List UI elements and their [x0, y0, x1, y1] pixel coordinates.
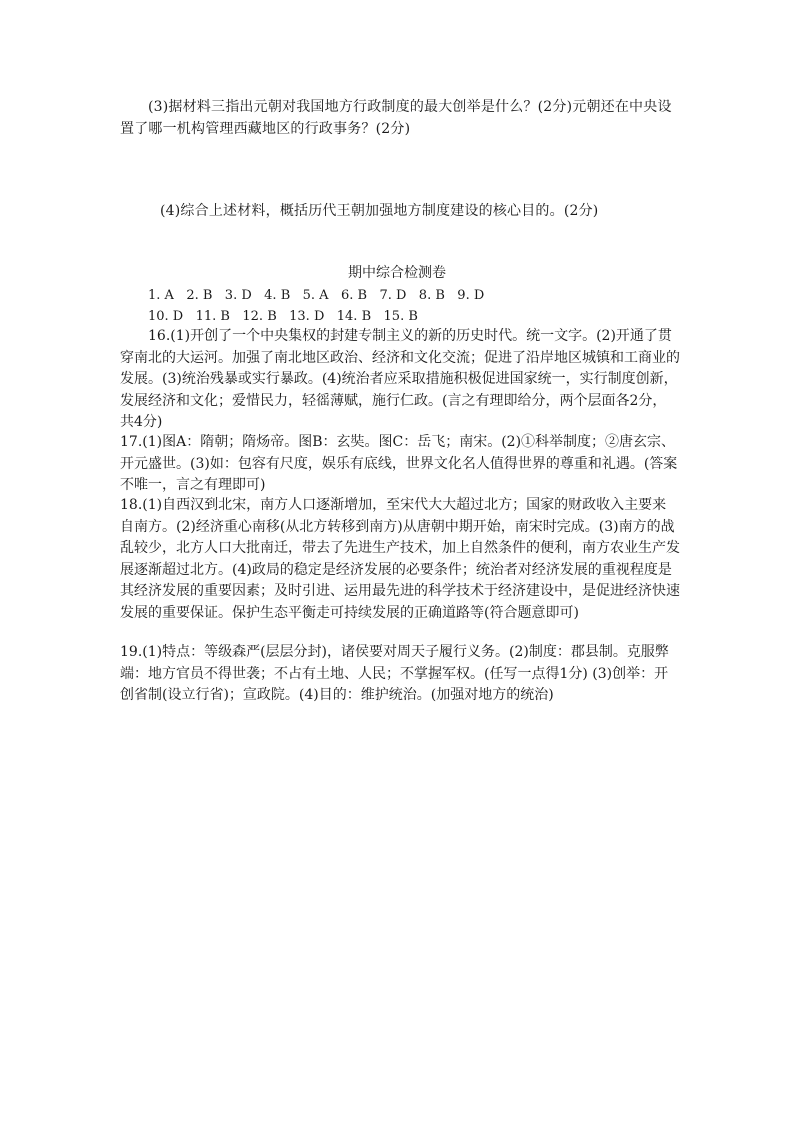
multiple-choice-answers-row-2: 10. D 11. B 12. B 13. D 14. B 15. B [148, 309, 418, 324]
answer-18: 18.(1)自西汉到北宋，南方人口逐渐增加，至宋代大大超过北方；国家的财政收入主要来自南方。(2)经济重心南移(从北方转移到南方)从唐朝中期开始，南宋时完成。(3)南方的战乱较少，北方人口大批南迁，带去了先进生产技术，加上自然条件的便利，南方农业生产发展逐渐超过北方。(4)政局的稳定是经济发展的必要条件；统治者对经济发展的重视程度是其经济发展的重要因素；及时引进、运用最先进的科学技术于经济建设中，是促进经济快速发展的重要保证。保护生态平衡走可持续发展的正确道路等(符合题意即可) [120, 497, 680, 621]
multiple-choice-answers-row-1: 1. A 2. B 3. D 4. B 5. A 6. B 7. D 8. B 9. D [148, 288, 485, 303]
answer-key-title: 期中综合检测卷 [348, 265, 446, 281]
question-3: (3)据材料三指出元朝对我国地方行政制度的最大创举是什么？(2分)元朝还在中央设置了哪一机构管理西藏地区的行政事务？(2分) [120, 99, 672, 137]
answer-16: 16.(1)开创了一个中央集权的封建专制主义的新的历史时代。统一文字。(2)开通了贯穿南北的大运河。加强了南北地区政治、经济和文化交流；促进了沿岸地区城镇和工商业的发展。(3)统治残暴或实行暴政。(4)统治者应采取措施积极促进国家统一，实行制度创新，发展经济和文化；爱惜民力，轻徭薄赋，施行仁政。(言之有理即给分，两个层面各2分，共4分) [120, 328, 680, 430]
answer-19: 19.(1)特点：等级森严(层层分封)，诸侯要对周天子履行义务。(2)制度：郡县制。克服弊端：地方官员不得世袭；不占有土地、人民；不掌握军权。(任写一点得1分) (3)创举：开创省制(设立行省)；宣政院。(4)目的：维护统治。(加强对地方的统治) [120, 644, 669, 703]
question-4: (4)综合上述材料，概括历代王朝加强地方制度建设的核心目的。(2分) [160, 203, 599, 219]
answer-17: 17.(1)图A：隋朝；隋炀帝。图B：玄奘。图C：岳飞；南宋。(2)①科举制度；②唐玄宗、开元盛世。(3)如：包容有尺度，娱乐有底线，世界文化名人值得世界的尊重和礼遇。(答案不唯一，言之有理即可) [120, 434, 678, 493]
